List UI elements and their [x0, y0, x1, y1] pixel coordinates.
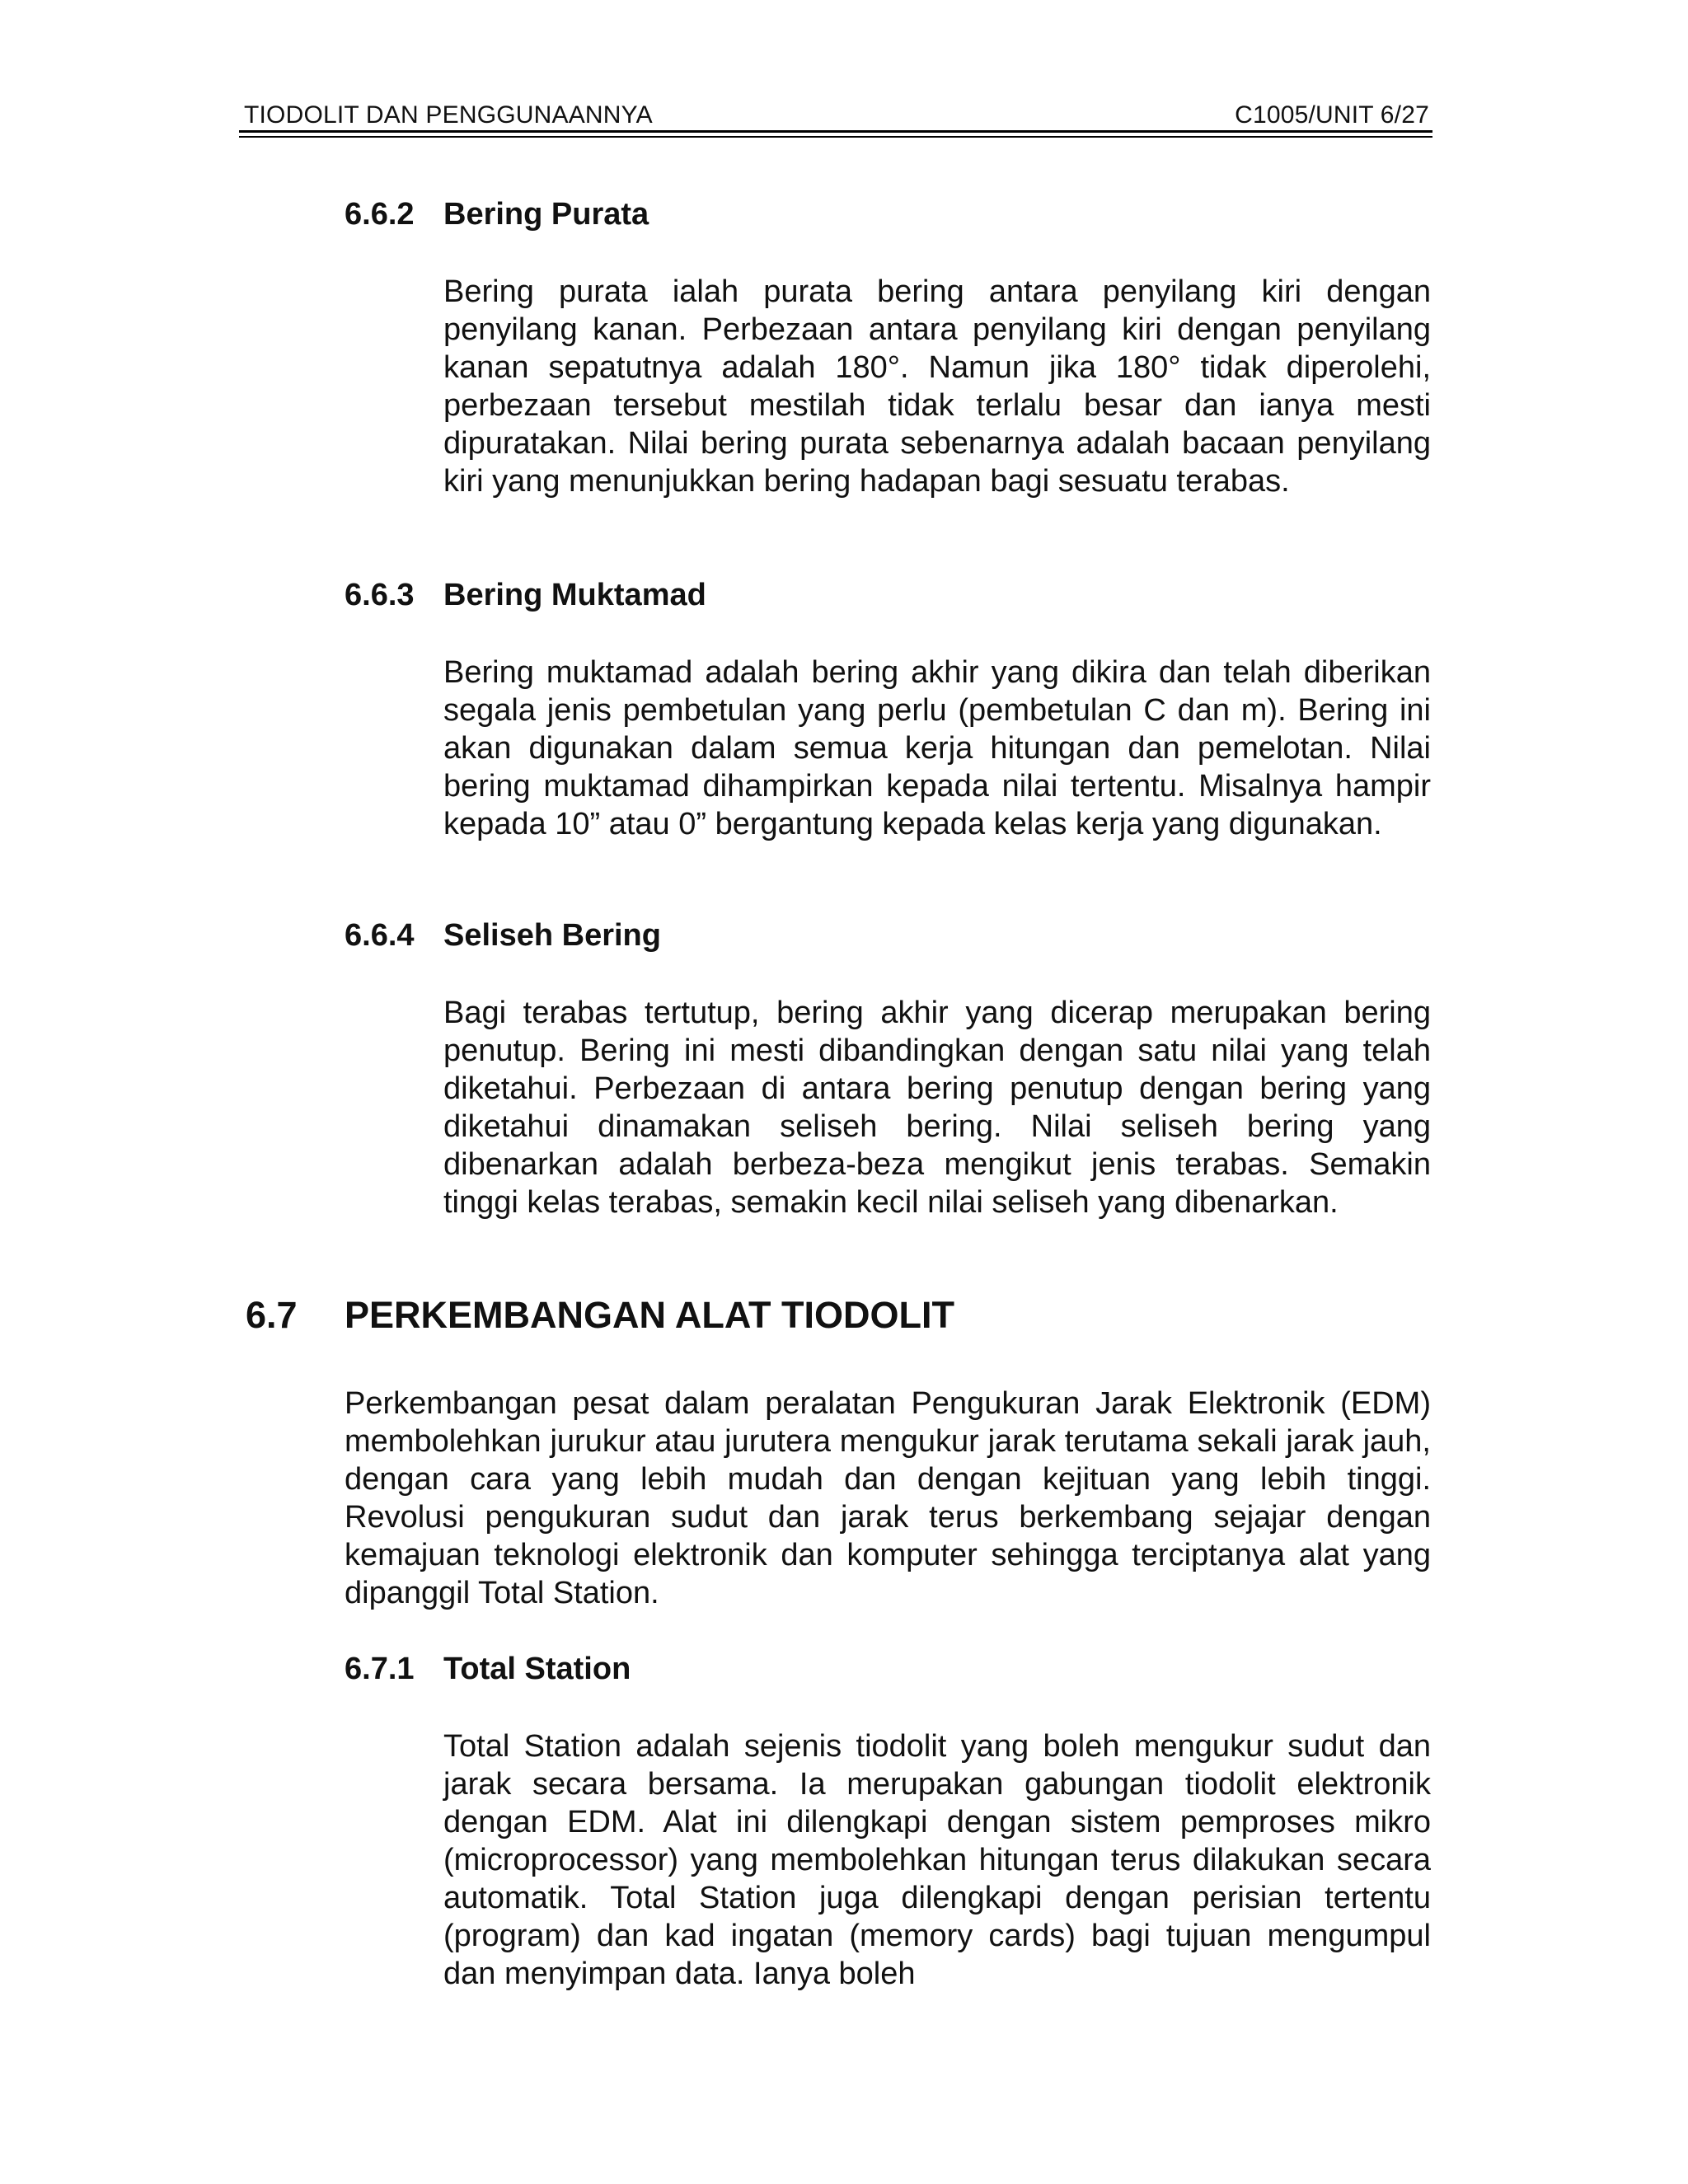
running-header — [239, 101, 1432, 134]
header-page-ref: C1005/UNIT 6/27 — [1235, 101, 1429, 129]
section-6-7-body: Perkembangan pesat dalam peralatan Pengukuran Jarak Elektronik (EDM) membolehkan jurukur atau jurutera mengukur jarak terutama sekali jarak jauh, dengan cara yang lebih mudah dan dengan kejituan yang lebih tinggi. Revolusi pengukuran sudut dan jarak terus berkembang sejajar dengan kemajuan teknologi elektronik dan komputer sehingga terciptanya alat yang dipanggil Total Station. — [345, 1386, 1431, 1610]
section-title: Total Station — [443, 1652, 631, 1686]
section-number: 6.6.4 — [345, 918, 415, 953]
section-number: 6.6.3 — [345, 578, 415, 612]
section-6-6-4-body: Bagi terabas tertutup, bering akhir yang dicerap merupakan bering penutup. Bering ini mesti dibandingkan dengan satu nilai yang telah diketahui. Perbezaan di antara bering penutup dengan bering yang diketahui dinamakan seliseh bering. Nilai seliseh bering yang dibenarkan adalah berbeza-beza mengikut jenis terabas. Semakin tinggi kelas terabas, semakin kecil nilai seliseh yang dibenarkan. — [443, 996, 1431, 1220]
section-title: Seliseh Bering — [443, 918, 661, 953]
header-title: TIODOLIT DAN PENGGUNAANNYA — [244, 101, 653, 129]
header-rule-bottom — [239, 136, 1432, 138]
section-number: 6.7 — [246, 1294, 298, 1336]
section-title: Bering Purata — [443, 197, 649, 232]
header-rule-top — [239, 130, 1432, 133]
section-number: 6.7.1 — [345, 1652, 415, 1686]
section-number: 6.6.2 — [345, 197, 415, 232]
section-6-6-3-body: Bering muktamad adalah bering akhir yang dikira dan telah diberikan segala jenis pembetulan yang perlu (pembetulan C dan m). Bering ini akan digunakan dalam semua kerja hitungan dan pemelotan. Nilai bering muktamad dihampirkan kepada nilai tertentu. Misalnya hampir kepada 10” atau 0” bergantung kepada kelas kerja yang digunakan. — [443, 655, 1431, 841]
section-title: PERKEMBANGAN ALAT TIODOLIT — [345, 1294, 954, 1336]
section-6-6-2-body: Bering purata ialah purata bering antara penyilang kiri dengan penyilang kanan. Perbezaan antara penyilang kiri dengan penyilang kanan sepatutnya adalah 180°. Namun jika 180° tidak diperolehi, perbezaan tersebut mestilah tidak terlalu besar dan ianya mesti dipuratakan. Nilai bering purata sebenarnya adalah bacaan penyilang kiri yang menunjukkan bering hadapan bagi sesuatu terabas. — [443, 274, 1431, 499]
section-title: Bering Muktamad — [443, 578, 706, 612]
section-6-7-1-body: Total Station adalah sejenis tiodolit yang boleh mengukur sudut dan jarak secara bersama. Ia merupakan gabungan tiodolit elektronik dengan EDM. Alat ini dilengkapi dengan sistem pemproses mikro (microprocessor) yang membolehkan hitungan terus dilakukan secara automatik. Total Station juga dilengkapi dengan perisian tertentu (program) dan kad ingatan (memory cards) bagi tujuan mengumpul dan menyimpan data. Ianya boleh — [443, 1729, 1431, 1991]
